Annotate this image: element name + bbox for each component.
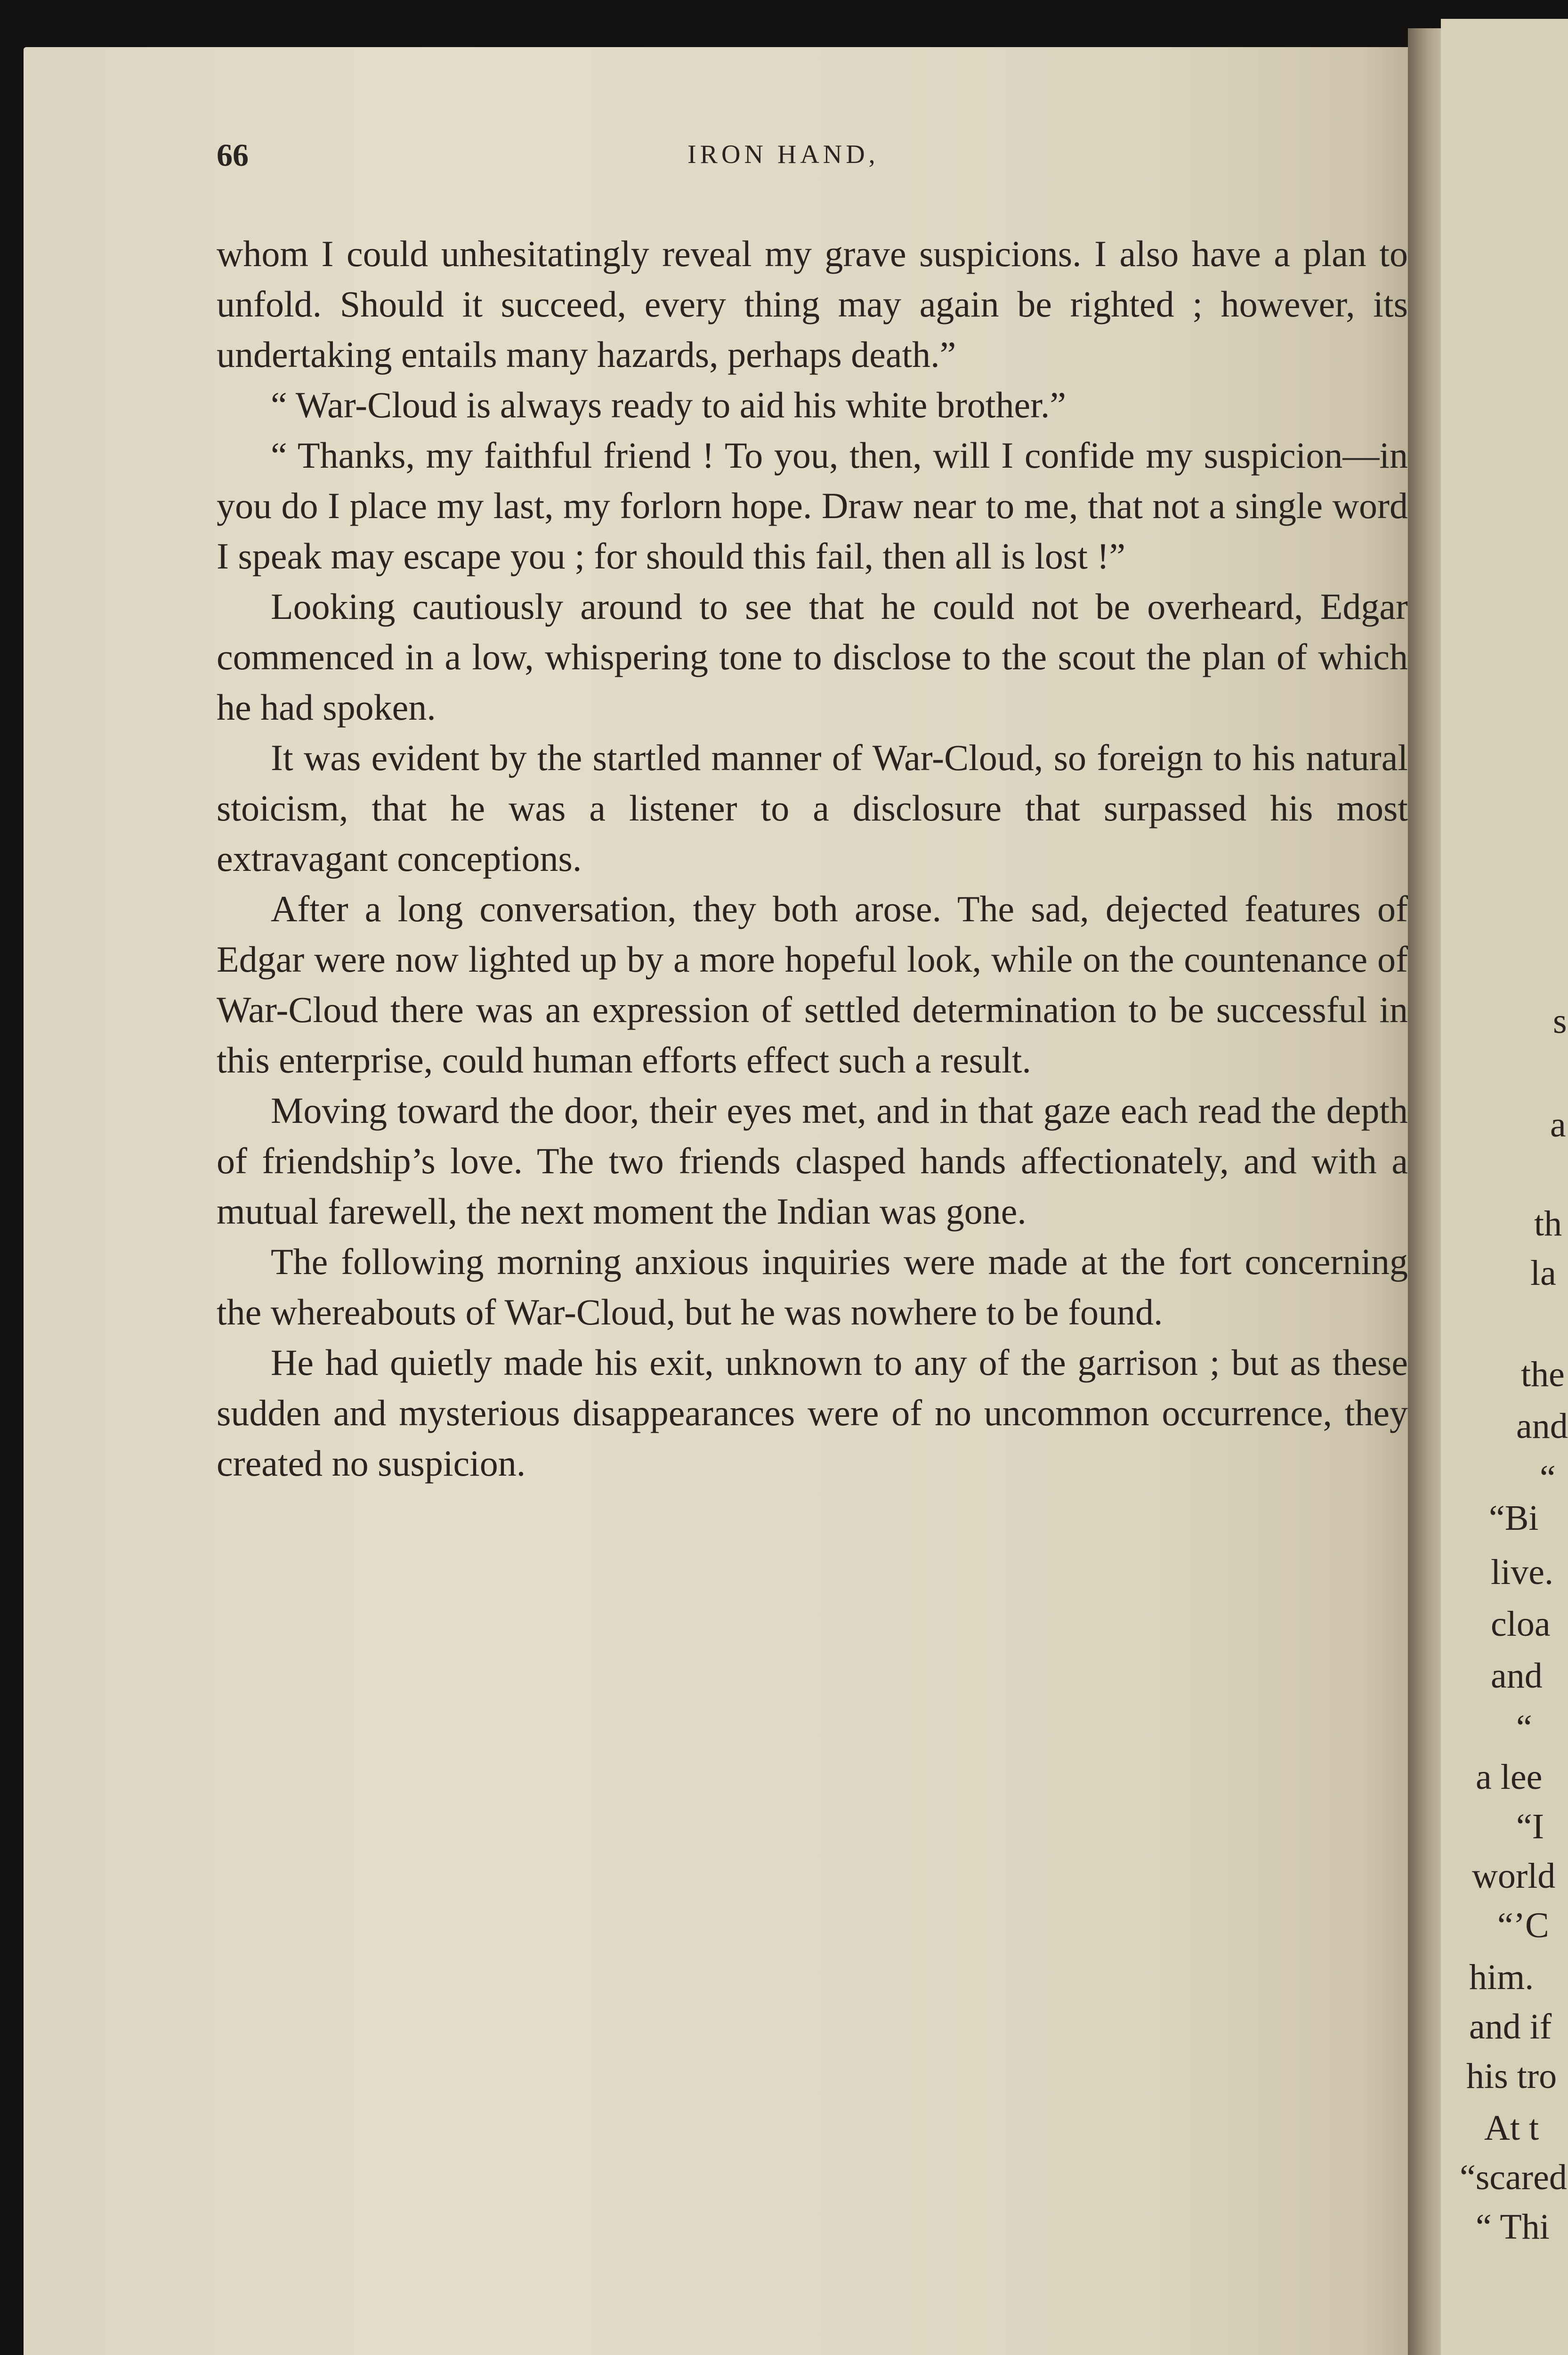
running-head: IRON HAND,	[687, 140, 879, 169]
paragraph: “ War-Cloud is always ready to aid his white brother.”	[271, 384, 1066, 425]
right-fragment: “scared	[1460, 2158, 1567, 2197]
right-fragment: a lee	[1476, 1757, 1543, 1797]
right-fragment: “	[1540, 1458, 1556, 1498]
right-fragment: “I	[1516, 1807, 1544, 1846]
paragraph: Moving toward the door, their eyes met, and in that gaze each read the depth of friendship’s love. The two friends clasped hands affectionately, and with a mutual farewell, the next moment the Indian was gone.	[217, 1090, 1408, 1232]
paragraph: whom I could unhesitatingly reveal my grave suspicions. I also have a plan to unfold. Should it succeed, every thing may again be righted ; however, its undertaking entails many hazards, perhaps death.”	[217, 233, 1408, 375]
right-fragment: At t	[1484, 2108, 1539, 2148]
paragraph: The following morning anxious inquiries were made at the fort concerning the whereabouts of War-Cloud, but he was nowhere to be found.	[217, 1241, 1408, 1332]
right-fragment: “’C	[1497, 1906, 1549, 1945]
paragraph: “ Thanks, my faithful friend ! To you, then, will I confide my suspicion—in you do I place my last, my forlorn hope. Draw near to me, that not a single word I speak may escape you ; for should this fail, then all is lost !”	[217, 435, 1408, 577]
page-number: 66	[217, 137, 249, 173]
body-text	[217, 228, 1408, 1488]
page-header	[217, 137, 1413, 193]
right-fragment: “	[1516, 1708, 1532, 1747]
paragraph: Looking cautiously around to see that he could not be overheard, Edgar commenced in a low, whispering tone to disclose to the scout the plan of which he had spoken.	[217, 586, 1408, 728]
right-fragment: a	[1550, 1105, 1566, 1145]
right-fragment: “ Thi	[1476, 2207, 1550, 2247]
right-fragment: th	[1534, 1204, 1562, 1243]
right-fragment: him.	[1469, 1957, 1534, 1997]
right-fragment: world	[1472, 1856, 1556, 1896]
right-fragment: “Bi	[1489, 1498, 1539, 1538]
right-fragment: la	[1530, 1253, 1556, 1293]
right-fragment: the	[1521, 1355, 1565, 1394]
right-fragment: and if	[1469, 2007, 1552, 2046]
right-fragment: cloa	[1491, 1604, 1551, 1644]
paragraph: After a long conversation, they both arose. The sad, dejected features of Edgar were now lighted up by a more hopeful look, while on the countenance of War-Cloud there was an expression of settled determination to be successful in this enterprise, could human efforts effect such a result.	[217, 888, 1408, 1080]
right-fragment: s	[1553, 1001, 1567, 1041]
right-fragment: and	[1491, 1656, 1543, 1696]
right-fragment: and	[1516, 1406, 1568, 1446]
right-fragment: his tro	[1466, 2056, 1557, 2096]
right-page-text-fragments	[1446, 0, 1568, 2355]
right-fragment: live.	[1491, 1552, 1553, 1592]
paragraph: He had quietly made his exit, unknown to any of the garrison ; but as these sudden and mysterious disappearances were of no uncommon occurrence, they created no suspicion.	[217, 1342, 1408, 1484]
paragraph: It was evident by the startled manner of War-Cloud, so foreign to his natural stoicism, that he was a listener to a disclosure that surpassed his most extravagant conceptions.	[217, 737, 1408, 879]
